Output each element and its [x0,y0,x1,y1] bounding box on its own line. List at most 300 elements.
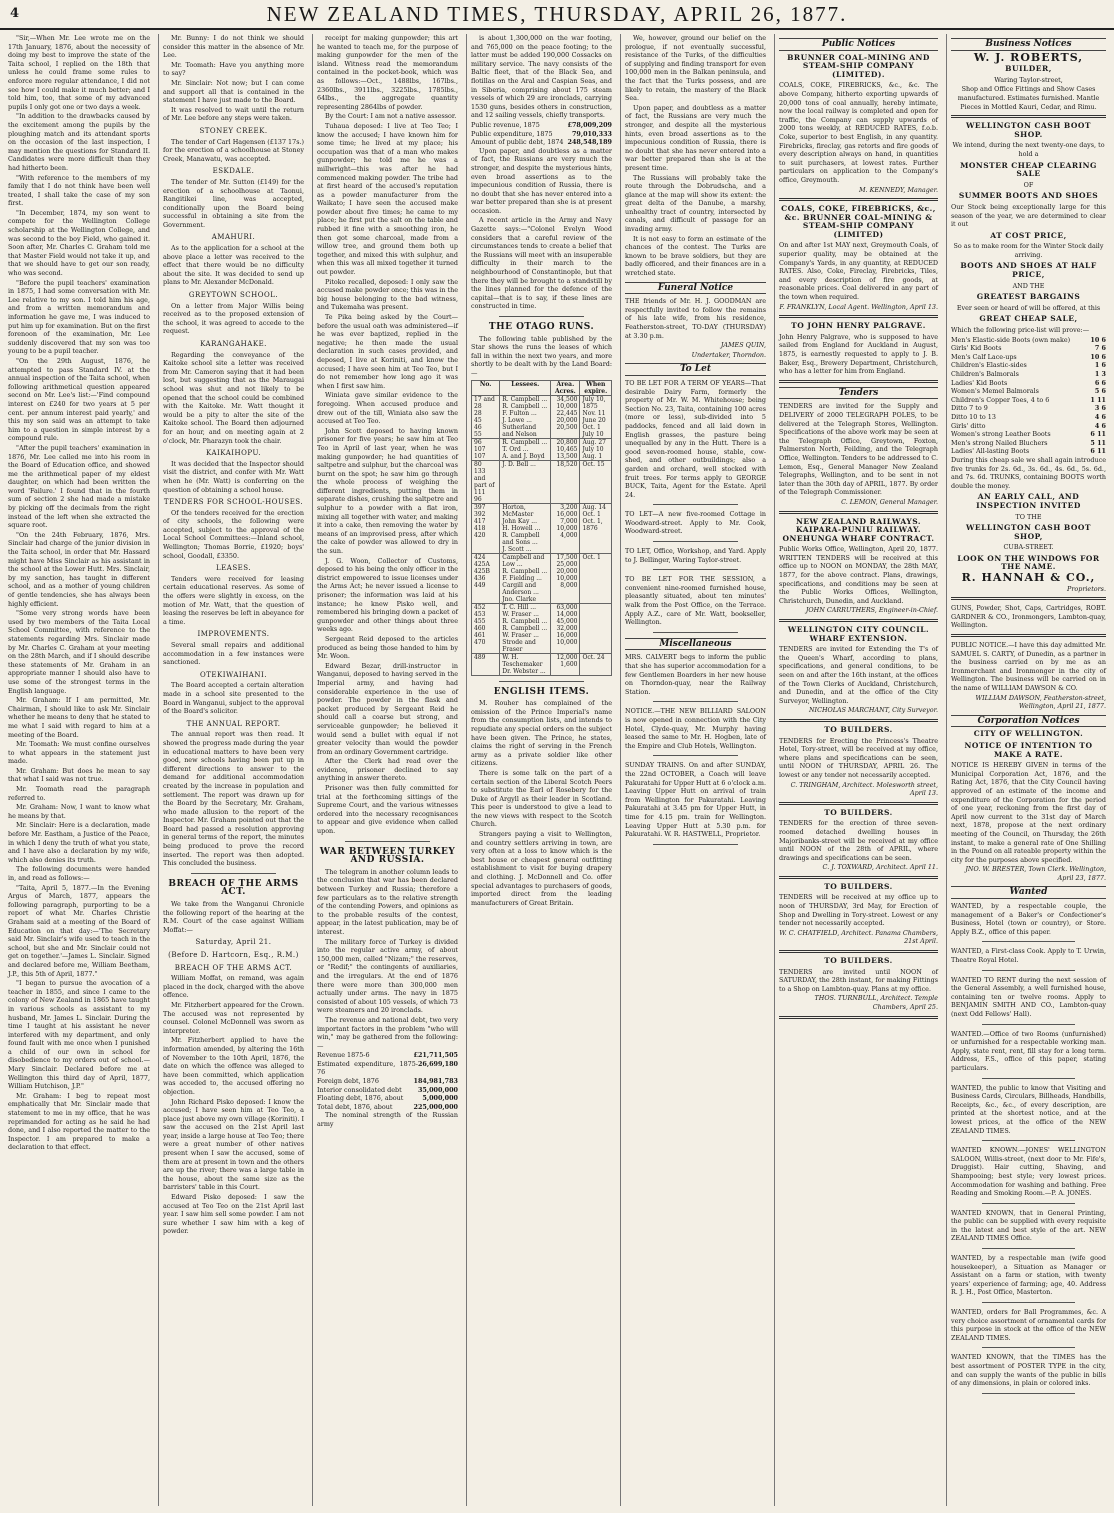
court-paragraph: Sergeant Reid deposed to the articles produced as being those handed to him by Mr. Woon. [317,634,458,661]
tender-notice [779,809,938,872]
war-paragraph: We, however, ground our belief on the prologue, if not eventually successful, resistance of the Turks, of the difficulties of supplying and finding transport for even 100,000 men in the Balkan peninsula, and the fact that the Turks possess, and are likely to retain, the mastery of the Black Sea. [625,34,766,103]
price-value: 4 6 [1094,412,1106,421]
public-notice [779,322,938,376]
public-notice-head: COALS, COKE, FIREBRICKS, &c., &c. BRUNNER COAL-MINING & STEAM-SHIP COMPANY (LIMITED) [781,204,936,239]
price-list-row [951,439,1106,448]
war-paragraph: The military force of Turkey is divided into the regular active army, of about 150,000 men, called "Nizam;" the reserves, or "Redif;" the contingents of auxiliaries, and the irregulars. At the end of 1876 there were more than 300,000 men actually under arms. The navy in 1875 consisted of about 105 vessels, of which 73 were steamers and 20 ironclads. [317,937,458,1015]
article-paragraph: The following documents were handed in, and read as follows:— [8,865,150,882]
otago-cell-expire: Aug. 14 Oct. 1 Oct. 1, 1876 [580,503,612,553]
divider [982,941,1075,942]
article-paragraph: Mr. Graham: Now, I want to know what he means by that. [8,803,150,820]
price-item: Men's strong Nailed Bluchers [951,438,1048,447]
divider [653,844,738,845]
otago-cell-area: 12,000 1,600 [551,653,580,675]
finance-row [317,1077,458,1086]
finance-row [317,1103,458,1112]
divider [779,1016,938,1019]
wanted-text: WANTED, a First-class Cook. Apply to T. Urwin, Theatre Royal Hotel. [951,947,1106,965]
tender-notice [779,883,938,946]
price-list-row [951,353,1106,362]
early-street: CUBA-STREET. [1003,543,1054,552]
war-paragraph: A recent article in the Army and Navy Gazette says:—"Colonel Evelyn Wood considers that a careful review of the circumstances tends to create a belief that the Russians will meet with an insuperable difficulty in their march to the neighbourhood of Constantinople, but that there they will be brought to a standstill by the lines planned for the defence of the capital—that is to say, if these lines are constructed in time. [471,216,612,311]
price-list-row [951,396,1106,405]
finance-value: 184,981,783 [413,1077,458,1086]
public-notice-head: BRUNNER COAL-MINING AND STEAM-SHIP COMPANY (LIMITED). [787,52,930,79]
otago-column-header: When expire. [580,380,612,395]
early-head: AN EARLY CALL, AND INSPECTION INVITED [976,492,1081,510]
divider [951,115,1106,118]
corporation-notice [951,730,1106,882]
otago-table-row [472,395,612,438]
column-2 [158,34,308,1506]
divider [779,950,938,953]
corp-body: NOTICE IS HEREBY GIVEN in terms of the Municipal Corporation Act, 1876, and the Rating Act, 1876, that the City Council having approved of an estimate of the income and expenditure of the Corporation for the period of one year, reckoning from the first day of April now current to the 31st day of March next, 1878, propose at the next ordinary meeting of the Council, on Thursday, the 26th instant, to make a general rate of One Shilling in the Pound on all rateable property within the city for the purposes above specified. [951,761,1106,864]
divider [653,755,738,756]
article-paragraph: Mr. Graham: If I am permitted, Mr. Chairman, I should like to ask Mr. Sinclair whether he means to deny that he stated to me what I said with regard to him at a meeting of the Board. [8,696,150,739]
section-heading: IMPROVEMENTS. [197,630,270,639]
misc-text: MRS. CALVERT begs to inform the public that she has superior accommodation for a few Gentlemen Boarders in her new house on Thorndon-quay, near the Railway Station. [625,653,766,696]
court-paragraph: Winiata gave similar evidence to the foregoing. When accused produce and drew out of the till, Winiata also saw the accused at Teo Teo. [317,391,458,426]
misc-text: SUNDAY TRAINS. On and after SUNDAY, the 22nd OCTOBER, a Coach will leave Pakuratahi for Upper Hutt at 6 o'clock a.m. Leaving Upper Hutt on arrival of train from Wellington for Pakuratahi. Leaving Pakuratahi at 3.45 pm for Upper Hutt, in time for 4.15 pm. train for Wellington. Leaving Upper Hutt at 5.30 p.m. for Pakuratahi. W. R. HASTWELL, Proprietor. [625,761,766,839]
court-paragraph: Prisoner was then fully committed for trial at the forthcoming sittings of the Supreme Court, and the various witnesses ordered into the necessary recognisances to appear and give evidence when called upon. [317,784,458,836]
finance-row [471,138,612,147]
tender-notice-head: WELLINGTON CITY COUNCIL. WHARF EXTENSION. [787,625,930,643]
otago-intro: The following table published by the Star shows the runs the leases of which fall in within the next two years, and more shortly to be dealt with by the Land Board:— [471,334,612,377]
look-windows: LOOK ON THE WINDOWS FOR THE NAME. [957,553,1100,572]
public-notice-body: COALS, COKE, FIREBRICKS, &c., &c. The above Company, hitherto exporting upwards of 20,000 tons of coal annually, hereby intimate, now the local railway is completed and open for traffic, the Company can supply upwards of 2000 tons weekly, at REDUCED RATES, f.o.b. Coke, superior to best English, in any quantity. Firebricks, fireclay, gas retorts and fire goods of every description always on hand, in quantities to suit purchasers, at lowest rates. Further particulars on application to the Company's office, Greymouth. [779,81,938,184]
cash-half: BOOTS AND SHOES AT HALF PRICE, [960,261,1097,280]
divider [653,701,738,702]
otago-cell-lessee: T. C. Hill ... W. Fraser ... R. Campbell ... R. Campbell ... W. Fraser ... Strode and Fraser [500,603,551,653]
hannah-name: R. HANNAH & CO., [961,571,1096,585]
otago-cell-area: 34,500 10,000 22,445 20,000 20,500 [551,395,580,438]
price-list-row [951,379,1106,388]
price-item: Men's Elastic-side Boots (own make) [951,335,1071,344]
article-paragraph: "After the pupil teachers' examination in 1876, Mr. Lee called me into his room in the Board of Education office, and showed me the arithmetical paper of my eldest daughter, on which had been written the word 'Failure.' I found that in the fourth sum of section 2 she had made a mistake by picking off the decimals from the right instead of the left when she extracted the square root. [8,443,150,530]
roberts-street: Waring Taylor-street, [994,75,1063,84]
war-paragraph: Upon paper, and doubtless as a matter of fact, the Russians are very much the stronger, and despite the mysterious hints, even broad assertions as to the impecunious condition of Russia, there is no doubt that she has never entered into a war better prepared than she is at present occasion. [471,146,612,215]
war-paragraph: is about 1,300,000 on the war footing, and 765,000 on the peace footing; to the latter must be added 190,000 Cossacks on military service. The navy consists of the Baltic fleet, that of the Black Sea, and flotillas on the Aral and Caspian Seas, and in Siberia, comprising about 175 steam vessels of which 29 are ironclads, carrying 1530 guns, besides others in construction, and 12 sailing vessels, chiefly transports. [471,34,612,120]
section-paragraph: The Board accepted a certain alteration made in a school site presented to the Board in Wanganui, subject to the approval of the Board's solicitor. [163,681,304,716]
price-value: 10 6 [1090,352,1106,361]
section-heading: GREYTOWN SCHOOL. [188,291,279,300]
otago-table-row [472,460,612,503]
finance-label: Foreign debt, 1876 [317,1077,379,1086]
divider [499,316,584,317]
cash-body4: During this cheap sale we shall again introduce five trunks for 2s. 6d., 3s. 6d., 4s. 6d., 5s. 6d., and 7s. 6d. TRUNKS, containing BOOTS worth double the money. [951,455,1106,490]
cash-big1: MONSTER CHEAP CLEARING SALE [960,160,1097,179]
divider [779,315,938,318]
cash-of: OF [1023,180,1034,189]
price-list-row [951,413,1106,422]
section-heading: LEASES. [216,564,251,573]
court-paragraph: By the Court: I am not a native assessor. [325,112,457,121]
arms-bench: (Before D. Hartcorn, Esq., R.M.) [168,951,299,959]
section-heading: THE ANNUAL REPORT. [186,719,281,728]
public-notice-body: On and after 1st MAY next, Greymouth Coals, of superior quality, may be obtained at the Company's Yards, in any quantity, at REDUCED RATES. Also, Coke, Fireclay, Firebricks, Tiles, and every description of fire goods, at reasonable prices. Coal delivered in any part of the town when required. [779,241,938,302]
to-let-ad [625,379,766,499]
wanted-heading: Wanted [951,886,1106,899]
tender-notice [779,402,938,506]
public-notice-sign: WILLIAM DAWSON, Featherston-street, Wellington, April 21, 1877. [975,693,1106,711]
tender-notice [779,518,938,616]
divider [982,1024,1075,1025]
finance-row [317,1060,458,1077]
corp-head: CITY OF WELLINGTON. [973,729,1084,739]
war-paragraph: It is not easy to form an estimate of the chances of the contest. The Turks are known to be brave soldiers, but they are badly officered, and their finances are in a wretched state. [625,234,766,278]
tender-notice-sign: JOHN CARRUTHERS, Engineer-in-Chief. [805,606,938,615]
misc-ad [625,761,766,838]
wanted-ad [951,1308,1106,1342]
price-value: 6 6 [1094,378,1106,387]
otago-cell-lessee: W. H. Teschemaker Dr. Webster ... [500,653,551,675]
to-let-heading: To Let [625,363,766,376]
section-paragraph: The tender of Mr. Sutton (£149) for the erection of a schoolhouse at Taonui, Rangitikei line, was accepted, conditionally upon the Board being successful in obtaining a site from the Government. [163,177,304,229]
price-value: 5 6 [1094,387,1106,396]
price-item: Ladies' All-lasting Boots [951,447,1030,456]
to-let-text: TO LET, Office, Workshop, and Yard. Apply to J. Bellinger, Waring Taylor-street. [625,547,766,564]
article-paragraph: Mr. Toomath: Have you anything more to say? [163,60,304,78]
otago-cell-lessee: J. D. Bell ... [500,460,551,503]
section-heading: KAIKAIHOPU. [206,449,261,458]
section-paragraph: The annual report was then read. It showed the progress made during the year in educational matters to have been very good, new schools having been put up in different directions to answer to the demand for additional accommodation created by the increase in population and settlement. The report was drawn up for the Board by the Secretary, Mr. Graham, who made allusion to the report of the Inspector. Mr. Graham pointed out that the Board had passed a resolution approving in general terms of the report, the minutes being produced to prove the record inserted. The report was then adopted. This concluded the business. [163,730,304,868]
wanted-ad [951,1084,1106,1136]
cash-body3: So as to make room for the Winter Stock daily arriving. [953,242,1104,259]
court-paragraph: J. G. Woon, Collector of Customs, deposed to his being the only officer in the district empowered to issue licenses under the Arms Act; he never issued a license to prisoner; the information was laid at his instance; he knew Pisko well, and remembered his bringing down a packet of gunpowder and other things about three weeks ago. [317,556,458,634]
divider [653,541,738,542]
article-paragraph: It was resolved to wait until the return of Mr. Lee before any steps were taken. [163,105,304,123]
otago-cell-expire: Oct. 15 [580,460,612,503]
court-paragraph: receipt for making gunpowder; this art he wanted to teach me, for the purpose of making gunpowder for the men of the island. Witness read the memorandum contained in the pocket-book, which was as follows:—Oct., 1488lbs, 167lbs., 2360lbs., 3911lbs., 3225lbs., 1785lbs., 64lbs., the aggregate quantity representing 2864lbs of powder. [317,34,458,111]
wanted-text: WANTED KNOWN, that in General Printing, the public can be supplied with every requisite in the latest and best style of the art. NEW ZEALAND TIMES Office. [951,1208,1106,1243]
finance-label: Total debt, 1876, about [317,1102,393,1111]
wanted-ad [951,947,1106,964]
otago-cell-expire: Aug. 27 July 10 Aug. 1 [580,438,612,460]
price-item: Men's Calf Lace-ups [951,352,1017,361]
otago-runs-heading: THE OTAGO RUNS. [488,322,595,332]
war-paragraph: Upon paper, and doubtless as a matter of fact, the Russians are very much the stronger, and despite all the mysterious hints, even broad assertions as to the impecunious condition of Russia, there is no doubt that she has never entered into a war better prepared than she is at the present time. [625,103,766,172]
court-paragraph: William Moffat, on remand, was again placed in the dock, charged with the above offence. [163,974,304,1000]
price-list-row [951,404,1106,413]
to-let-ad [625,547,766,564]
wanted-text: WANTED KNOWN, that the TIMES has the best assortment of POSTER TYPE in the city, and can supply the wants of the public in bills of any dimensions, in plain or colored inks. [951,1353,1106,1388]
wanted-ad [951,1209,1106,1243]
page-number: 4 [10,6,20,21]
war-paragraph: The telegram in another column leads to the conclusion that war has been declared between Turkey and Russia; therefore a few particulars as to the relative strength of the contending Powers, and opinions as to the probable results of the contest, appear, in the latest publication, may be of interest. [317,867,458,936]
article-paragraph: "In addition to the drawbacks caused by the excitement among the pupils by the ploughing match and its attendant sports on the occasion of the last inspection, I may mention the questions for Standard II. Candidates were more difficult than they had hitherto been. [8,112,150,172]
price-item: Girls' ditto [951,421,986,430]
finance-value: 248,548,189 [567,138,612,147]
tender-notice [779,626,938,715]
otago-column-header: Area. Acres. [551,380,580,395]
otago-cell-no: 452 453 455 460 461 470 [472,603,500,653]
arms-date: Saturday, April 21. [195,938,272,947]
public-notices-heading: Public Notices [779,38,938,51]
finance-value: 79,010,333 [571,129,612,138]
divider [982,1078,1075,1079]
otago-cell-expire: Oct. 24 [580,653,612,675]
price-item: Children's Copper Toes, 4 to 6 [951,395,1050,404]
otago-cell-no: 424 425A 425B 436 449 [472,553,500,603]
divider [982,1248,1075,1249]
court-paragraph: Te Pika being asked by the Court—before the usual oath was administered—if he was ever baptized, replied in the negative; he then made the usual declaration in such cases provided, and deposed, I live at Koriniti, and know the accused; I have seen him at Teo Teo, but I do not remember how long ago it was when I first saw him. [317,313,458,390]
section-heading: AMAHURI. [211,233,256,242]
finance-label: Estimated expenditure, 1875-76 [317,1059,418,1077]
masthead [0,0,1114,30]
tender-notice-body: TENDERS for Erecting the Princess's Theatre Hotel, Tory-street, will be received at my office, where plans and specifications can be seen, until NOON of THURSDAY, APRIL 26. The lowest or any tender not necessarily accepted. [779,736,938,779]
tender-notice [779,726,938,798]
column-1 [4,34,154,1506]
miscellaneous-heading: Miscellaneous [625,638,766,651]
tender-notice-body: TENDERS are invited until NOON of SATURDAY, the 28th instant, for making Fittings to a Shop on Lambton-quay. Plans at my office. [779,967,938,993]
price-item: Ditto 10 to 13 [951,412,996,421]
price-list-row [951,336,1106,345]
price-value: 6 11 [1090,430,1106,439]
column-3 [312,34,462,1506]
arms-intro: We take from the Wanganui Chronicle the following report of the hearing at the R.M. Court of the case against William Moffat:— [163,900,304,934]
divider [779,198,938,201]
court-paragraph: After the Clerk had read over the evidence, prisoner declined to say anything in answer thereto. [317,757,458,783]
otago-table-row [472,503,612,553]
price-list-row [951,370,1106,379]
public-notice-head: TO JOHN HENRY PALGRAVE. [791,321,926,331]
wanted-ad [951,1254,1106,1297]
finance-value: 26,699,180 [417,1059,458,1068]
otago-cell-expire [580,603,612,653]
cash-body: We intend, during the next twenty-one days, to hold a [952,141,1105,158]
corp-sub: NOTICE OF INTENTION TO MAKE A RATE. [964,740,1093,759]
divider [779,802,938,805]
otago-cell-area: 20,800 10,465 13,500 [551,438,580,460]
section-heading: TENDERS FOR SCHOOL-HOUSES. [163,498,304,507]
finance-label: Amount of public debt, 1874 [471,138,564,147]
divider [779,511,938,514]
war-paragraph: The Russians will probably take the route through the Dobrudscha, and a glance at the map will show its extent: the great delta of the Danube, a marshy, unhealthy tract of country, intersected by canals, and difficult of passage for an invading army. [625,173,766,234]
section-paragraph: The tender of Carl Hagensen (£137 17s.) for the erection of a schoolhouse at Stoney Creek, Manawatu, was accepted. [163,137,304,163]
price-value: 6 11 [1090,447,1106,456]
wanted-text: WANTED TO RENT during the next session of the General Assembly, a well furnished house, containing ten or twelve rooms. Apply to BENJAMIN SMITH AND CO., Lambton-quay (next Odd Fellows' Hall). [951,975,1106,1018]
public-notice-ad [951,641,1106,711]
finance-row [317,1086,458,1095]
roberts-ad [951,50,1106,112]
article-paragraph: "Sir,—When Mr. Lee wrote me on the 17th January, 1876, about the necessity of doing my best to improve the state of the Taita school, I replied on the 18th that unless he could frame some rules to enforce more regular attendance, I did not see how I could make it much better; and I told him, too, that some of my advanced pupils I only got one or two days a week. [8,34,150,111]
war-tail: The nominal strength of the Russian army [317,1111,458,1129]
article-paragraph: "Some very strong words have been used by two members of the Taita Local School Committee, with reference to the statements regarding Mrs. Sinclair made by Mr. Charles C. Graham at your meeting on the 28th March, and if I should describe these statements of Mr. Graham in an appropriate manner I should also have to use some of the strongest terms in the English language. [8,609,150,695]
price-value: 7 6 [1094,344,1106,353]
price-item: Ladies' Kid Boots [951,378,1008,387]
article-paragraph: "In December, 1874, my son went to compete for the Wellington College scholarship at the Wellington College, and was second to the boy Field, who gained it. Soon after, Mr. Charles C. Graham told me that Master Field would not take it up, and that we should have to get our son ready, who was second. [8,208,150,278]
section-paragraph: Several small repairs and additional accommodation in a few instances were sanctioned. [163,641,304,667]
wanted-text: WANTED, by a respectable couple, the management of a Baker's or Confectioner's Business, Hotel (town or country), or Store. Apply B.Z., office of this paper. [951,902,1106,936]
court-paragraph: Edward Pisko deposed: I saw the accused at Teo Teo on the 21st April last year. I saw him sell some powder. I am not sure whether I saw him with a keg of powder. [163,1193,304,1236]
otago-cell-lessee: Campbell and Low ... R. Campbell ... F. Fielding ... Cargill and Anderson ... Jno. Clarke [500,553,551,603]
divider [982,1140,1075,1141]
otago-cell-no: 489 [472,653,500,675]
tender-notice-sign: C. TRINGHAM, Architect. Molesworth street, April 13. [790,780,938,798]
tender-notice-sign: C. LEMON, General Manager. [841,497,938,506]
cash-ever: Ever seen or heard of will be offered, at this [956,303,1101,312]
article-paragraph: Mr. Bunny: I do not think we should consider this matter in the absence of Mr. Lee. [163,34,304,60]
to-let-text: TO LET—A new five-roomed Cottage in Woodward-street. Apply to Mr. Cook, Woodward-street. [625,510,766,536]
section-heading: STONEY CREEK. [199,126,268,135]
finance-value: £78,009,209 [567,120,612,129]
divider [653,504,738,505]
tender-notice-head: TO BUILDERS. [824,807,893,817]
cash-big2: SUMMER BOOTS AND SHOES [958,191,1099,201]
otago-cell-lessee: Horton, McMaster John Kay ... H. Howell ... R. Campbell and Sons ... J. Scott ... [500,503,551,553]
misc-ad [625,653,766,696]
corporation-notices-heading: Corporation Notices [951,715,1106,728]
otago-runs-table [471,380,612,676]
cash-head: WELLINGTON CASH BOOT SHOP. [965,121,1092,139]
otago-table-row [472,603,612,653]
otago-cell-no: 80 133 and part of 111 96 [472,460,500,503]
finance-row [317,1051,458,1060]
article-paragraph: Mr. Graham: But does he mean to say that what I said was not true. [8,766,150,784]
column-7 [946,34,1110,1506]
article-paragraph: Mr. Sinclair: Here is a declaration, made before Mr. Eastham, a Justice of the Peace, in which I deny the truth of what you state, and I have also a declaration by my wife, which also denies its truth. [8,821,150,864]
roberts-body: Shop and Office Fittings and Show Cases manufactured. Estimates furnished. Mantle Pieces in Mottled Kauri, Cedar, and Rimu. [957,85,1100,111]
section-paragraph: Of the tenders received for the erection of city schools, the following were accepted, subject to the approval of the Local School Committees:—Inland school, Wellington; Thomas Borrie, £1920; boys' school, Goodall, £3350. [163,508,304,560]
price-item: Children's Balmorals [951,370,1019,378]
article-paragraph: "With reference to the members of my family that I do not think have been well treated, I shall take the case of my son first. [8,173,150,208]
tender-notice-head: TO BUILDERS. [824,956,893,966]
finance-value: 225,000,000 [413,1102,458,1111]
tender-notice-sign: C. J. TOXWARD, Architect. April 11. [822,863,938,872]
finance-row [317,1094,458,1103]
wanted-text: WANTED, the public to know that Visiting and Business Cards, Circulars, Billheads, Handbills, Receipts, &c., &c., of every description, are printed at the shortest notice, and at the lowest prices, at the office of the NEW ZEALAND TIMES. [951,1083,1106,1135]
roberts-trade: BUILDER, [1005,64,1052,74]
public-notice-body: John Henry Palgrave, who is supposed to have sailed from England for Auckland in August, 1875, is earnestly requested to apply to J. B. Baker, Esq., Brewery Department, Christchurch, who has a letter for him from England. [779,332,938,376]
newspaper-title: NEW ZEALAND TIMES, THURSDAY, APRIL 26, 1877. [266,2,848,26]
roberts-name: W. J. ROBERTS, [973,50,1084,64]
court-paragraph: Mr. Fitzherbert appeared for the Crown. The accused was not represented by counsel. Colonel McDonnell was sworn as interpreter. [163,1000,304,1035]
price-value: 1 11 [1090,395,1106,404]
business-notices-heading: Business Notices [951,38,1106,51]
court-paragraph: Edward Bezar, drill-instructor in Wanganui, deposed to having served in the Imperial army, and having had considerable experience in the use of powder. The powder in the flask and packet produced by Sergeant Reid he should call a coarse but strong, and serviceable gunpowder; he believed it would send a bullet with equal if not greater velocity than would the powder from an ordinary Government cartridge. [317,661,458,756]
to-let-text: TO BE LET FOR A TERM OF YEARS—That desirable Dairy Farm, formerly the property of Mr. W. M. Whitehouse; being Section No. 23, Taita, containing 100 acres (more or less), sub-divided into 5 paddocks, fenced and all laid down in English grasses, the pasture being unequalled by any in the Hutt. There is a good seven-roomed house, stable, cow-shed, and other outbuildings; also a garden and orchard, well stocked with fruit trees. For terms apply to GEORGE BUCK, Taita, Agent for the Estate. April 24. [625,378,766,499]
corp-sign: JNO. W. BRESTER, Town Clerk. Wellington, April 23, 1877. [965,865,1106,882]
article-paragraph: "I began to pursue the avocation of a teacher in 1855, and since I came to the colony of New Zealand in 1865 have taught in various schools as assistant to my husband, Mr. James L. Sinclair. During the time I taught at his assistant he never interfered with my department, and only found fault with me once when I punished a child of our own in school for disobedience to my orders out of school.—Mary Sinclair. Declared before me at Wellington this third day of April, 1877, William Hutchison, J.P." [8,979,150,1091]
divider [982,970,1075,971]
war-heading: WAR BETWEEN TURKEY AND RUSSIA. [319,846,456,866]
article-paragraph: "Taita, April 5, 1877.—In the Evening Argus of March, 1877, appears the following paragraph, purporting to be a report of what Mr. Charles Christie Graham said at a meeting of the Board of Education on that day:—'The Secretary said Mr. Sinclair's wife used to teach in the school, but she and Mr. Sinclair could not get on together.'—James L. Sinclair. Signed and declared before me, William Beetham, J.P., this 5th of April, 1877." [8,883,150,978]
price-value: 1 3 [1094,370,1106,378]
funeral-sign-name: JAMES QUIN, [720,341,766,350]
price-list-row [951,430,1106,439]
otago-cell-no: 96 107 107 [472,438,500,460]
tender-notice-sign: NICHOLAS MARCHANT, City Surveyor. [808,706,938,715]
cash-bargains: GREATEST BARGAINS [976,292,1081,302]
otago-cell-area: 18,520 [551,460,580,503]
war-paragraph: The revenue and national debt, two very important factors in the problem "who will win," may be gathered from the following:— [317,1015,458,1050]
finance-value: 5,000,000 [422,1094,458,1103]
otago-table-row [472,438,612,460]
tender-notice-body: Public Works Office, Wellington, April 20, 1877. WRITTEN TENDERS will be received at this office up to NOON on MONDAY, the 28th MAY, 1877, for the above contract. Plans, drawings, specifications, and conditions may be seen at the Public Works Offices, Wellington, Christchurch, Dunedin, and Auckland. [779,545,938,605]
price-list-row [951,361,1106,370]
divider [345,841,430,842]
column-4 [466,34,616,1506]
english-items-heading: ENGLISH ITEMS. [493,686,590,697]
price-list-row [951,447,1106,456]
to-let-ad [625,575,766,627]
to-let-text: TO BE LET FOR THE SESSION, a convenient nine-roomed furnished house, pleasantly situated, about ten minutes' walk from the Post Office, on the Terrace. Apply A.Z., care of Mr. Watt, bookseller, Wellington. [625,575,766,627]
price-list-row [951,387,1106,396]
public-notice-sign: F. FRANKLYN, Local Agent. Wellington, April 13. [779,302,938,311]
tender-notice-sign: THOS. TURNBULL, Architect. Temple Chambers, April 25. [814,994,938,1011]
early-name: WELLINGTON CASH BOOT SHOP, [965,523,1092,541]
price-value: 10 6 [1090,335,1106,344]
finance-value: 35,000,000 [417,1085,458,1094]
to-let-ad [625,510,766,536]
section-heading: KARANGAHAKE. [200,340,267,348]
divider [982,1203,1075,1204]
wanted-text: WANTED.—Office of two Rooms (unfurnished) or unfurnished for a respectable working man. Apply, state rent, rent, fill stay for a long term. Address, F.S., office of this paper, stating particulars. [951,1029,1106,1072]
tender-notice [779,957,938,1012]
divider [982,1347,1075,1348]
otago-cell-no: 397 392 417 418 420 [472,503,500,553]
column-5 [620,34,770,1506]
english-item-paragraph: M. Rouher has complained of the omission of the Prince Imperial's name from the consumption lists, and intends to repudiate any special orders on the subject have been given. The Prince, he states, claims the right of serving in the French army as a private soldier like other citizens. [471,699,612,768]
public-notice [779,54,938,195]
tenders-heading: Tenders [779,387,938,400]
wanted-text: WANTED, orders for Ball Programmes, &c. A very choice assortment of ornamental cards for this purpose in stock at the office of the NEW ZEALAND TIMES. [951,1308,1106,1342]
funeral-notice [625,297,766,359]
article-paragraph: Mr. Toomath: We must confine ourselves to what appears in the statement just made. [8,740,150,766]
price-item: Children's Elastic-sides [951,361,1027,370]
otago-cell-no: 17 and 28 28 45 46 55 [472,395,500,438]
finance-label: Public revenue, 1875 [471,120,540,129]
divider [982,1393,1075,1394]
column-6 [774,34,942,1506]
otago-table-row [472,653,612,675]
cash-body2: Our Stock being exceptionally large for this season of the year, we are determined to clear it out [951,202,1106,229]
finance-label: Floating debt, 1876, about [317,1094,404,1103]
article-paragraph: Mr. Toomath read the paragraph referred to. [8,785,150,802]
wanted-ad [951,1146,1106,1198]
otago-column-header: Lessees. [500,380,551,395]
court-paragraph: Pitoko recalled, deposed: I only saw the accused make powder once; this was in the big house belonging to the bad witness, and Tukemaha was present. [317,277,458,312]
section-paragraph: Tenders were received for leasing certain educational reserves. As some of the offers were slightly in excess, on the motion of Mr. Watt, that the question of leasing the reserves be left in abeyance for a time. [163,574,304,626]
finance-value: £21,711,505 [413,1051,458,1060]
price-item: Women's Memel Balmorals [951,387,1039,396]
court-paragraph: Mr. Fitzherbert applied to have the information amended, by altering the 16th of November to the 10th April, 1876, the date on which the offence was alleged to have been committed, which application was acceded to, the accused offering no objection. [163,1036,304,1096]
section-paragraph: As to the application for a school at the above place a letter was received to the effect that there would be no difficulty about the site. It was decided to send up plans to Mr. Alexander McDonald. [163,244,304,287]
divider [951,634,1106,637]
section-heading: ESKDALE. [212,167,255,176]
divider [499,681,584,682]
wanted-ad [951,1353,1106,1387]
divider [982,1302,1075,1303]
article-paragraph: "On the 24th February, 1876, Mrs. Sinclair had charge of the junior division in the Taita school, in order that Mr. Hassard might have Miss Sinclair as his assistant in the school at the Lower Hutt. Mrs. Sinclair, by my sanction, has taught in different school, and as a mother of young children of gentle tendencies, she has always been highly efficient. [8,530,150,608]
guns-text: GUNS, Powder, Shot, Caps, Cartridges, ROBT. GARDNER & CO., Ironmongers, Lambton-quay, Wellington. [951,604,1106,630]
tender-notice-head: TO BUILDERS. [824,724,893,734]
tender-notice-sign: W. C. CHATFIELD, Architect. Panama Chambers, 21st April. [779,928,938,946]
cash-cost: AT COST PRICE, [990,230,1067,240]
price-value: 1 6 [1094,361,1106,370]
cash-and: AND THE [1012,281,1045,290]
article-paragraph: "On the 29th August, 1876, he attempted to pass Standard IV. at the annual inspection of the Taita school, when following arithmetical question appeared second on Mr. Lee's list:—'Find compound interest on £240 for two years at 5 per cent. per annum interest paid yearly,' and this my son said was an attempt to take him to a question in simple interest by a compound rule. [8,356,150,443]
finance-row [471,130,612,139]
otago-cell-area: 3,200 16,000 7,000 10,000 4,000 [551,503,580,553]
wanted-text: WANTED KNOWN.—JONES' WELLINGTON SALOON, Willis-street, (next door to Mr. Fife's, Druggist). Hair cutting, Shaving, and Shampooing; best style; very lowest prices. Accommodation for washing and bathing. Free Reading and Smoking Room.—P. A. JONES. [951,1146,1106,1198]
court-paragraph: Tuhaua deposed: I live at Teo Teo; I know the accused; I have known him for some time; he lived at my place; his occupation was that of a man who makes gunpowder; he told me he was a millwright—this was after he had commenced making powder. The tribe had at first heard of the accused's reputation as a powder manufacturer from the Waikato; I have seen the accused make powder about five times; he came to my place; he first put the salt on the table and rubbed it fine with a smoothing iron, he then got some charcoal, made from a willow tree, and ground them both up together, and mixed this with sulphur, and when this was all mixed together it turned out powder. [317,121,458,277]
article-paragraph: "Before the pupil teachers' examination in 1875, I had some conversation with Mr. Lee relative to my son. I told him his age, and from a written memorandum and information he gave me, I was induced to put him up for examination. But on the first forenoon of the examination, Mr. Lee suddenly discovered that my son was too young to be a pupil teacher. [8,278,150,356]
cash-boot-shop-ad [951,122,1106,593]
arms-act-heading: BREACH OF THE ARMS ACT. [168,878,299,898]
price-value: 4 6 [1094,421,1106,430]
divider [779,876,938,879]
